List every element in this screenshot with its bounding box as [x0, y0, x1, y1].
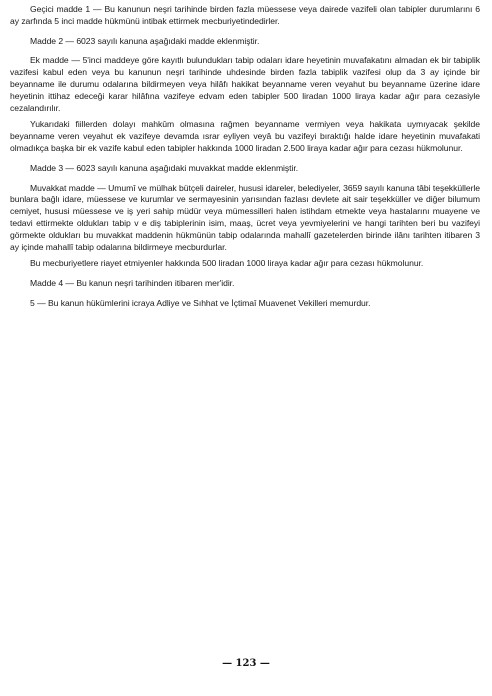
paragraph-madde-5: 5 — Bu kanun hükümlerini icraya Adliye ve Sıhhat ve İçtimaî Muavenet Vekilleri memurdur. [30, 297, 371, 308]
document-body [10, 4, 480, 310]
paragraph-gecici-madde-1: Geçici madde 1 — Bu kanunun neşri tarihinde birden fazla müessese veya dairede vazifeli olan tabipler durumlarını 6 ay zarfında 5 inci madde hükmünü intibak ettirmek mecburiyetindedirler. [10, 4, 480, 26]
paragraph-ek-madde: Ek madde — 5'inci maddeye göre kayıtlı bulundukları tabip odaları idare heyetinin muvafakatını almadan ek bir tabiplik vazifesi kabul eden veya bu kanunun neşri tarihinde uhdesinde birden fazla tabiplik vazifesi olup da 3 ay içinde bir beyanname ile durumu odalarına bildirmeyen veya hilâfı hakikat beyanname veren veyahut bu beyanname üzerine idare heyetinin ittihaz edeceği karar hilâfına vazifeye edvam eden tabipler 500 liradan 1000 liraya kadar ağır para cezasiyle cezalandırılır. [10, 55, 480, 113]
paragraph-muvakkat-madde: Muvakkat madde — Umumî ve mülhak bütçeli daireler, hususi idareler, belediyeler, 3659 sayılı kanuna tâbi teşekküllerle bunlara bağlı idare, müessese ve kurumlar ve sermayesinin yarısından fazlası devlete ait sair teşekküller ve diğer bilumum cemiyet, hususi müessese ve iş yeri sahip müdür veya mümessilleri halen istihdam etmekte veya hastalarını muayene ve tedavi ettirmekte oldukları tabip v e diş tabiplerinin isim, maaş, ücret veya yevmiyelerini ve hangi tarihten beri bu vazifeyi görmekte oldukları bu muvakkat maddenin hükmünün tabip odalarında mahallî gazetelerden birinde ilânı tarihten itibaren 3 ay içinde mahallî tabip odalarına bildirmeye mecburdurlar. [10, 182, 480, 252]
page-number: — 123 — [222, 658, 270, 669]
paragraph-madde-4: Madde 4 — Bu kanun neşri tarihinden itibaren mer'idir. [30, 278, 235, 289]
paragraph-yukaridaki-fiiller: Yukarıdaki fiillerden dolayı mahkûm olmasına rağmen beyanname vermiyen veya hakikata uymıyacak şekilde beyanname veren veyahut ek vazifeye devamda ısrar eyliyen veyâ bu vazifeyi bıraktığı halde idare heyetinin muvafakati olmadıkça başka bir ek vazife kabul eden tabipler hakkında 1000 liradan 2.500 liraya kadar ağır para cezası hükmolunur. [10, 119, 480, 153]
paragraph-madde-2: Madde 2 — 6023 sayılı kanuna aşağıdaki madde eklenmiştir. [30, 35, 260, 46]
paragraph-mecburiyet-cezasi: Bu mecburiyetlere riayet etmiyenler hakkında 500 liradan 1000 liraya kadar ağır para cezası hükmolunur. [30, 258, 424, 269]
paragraph-madde-3: Madde 3 — 6023 sayılı kanuna aşağıdaki muvakkat madde eklenmiştir. [30, 162, 299, 173]
